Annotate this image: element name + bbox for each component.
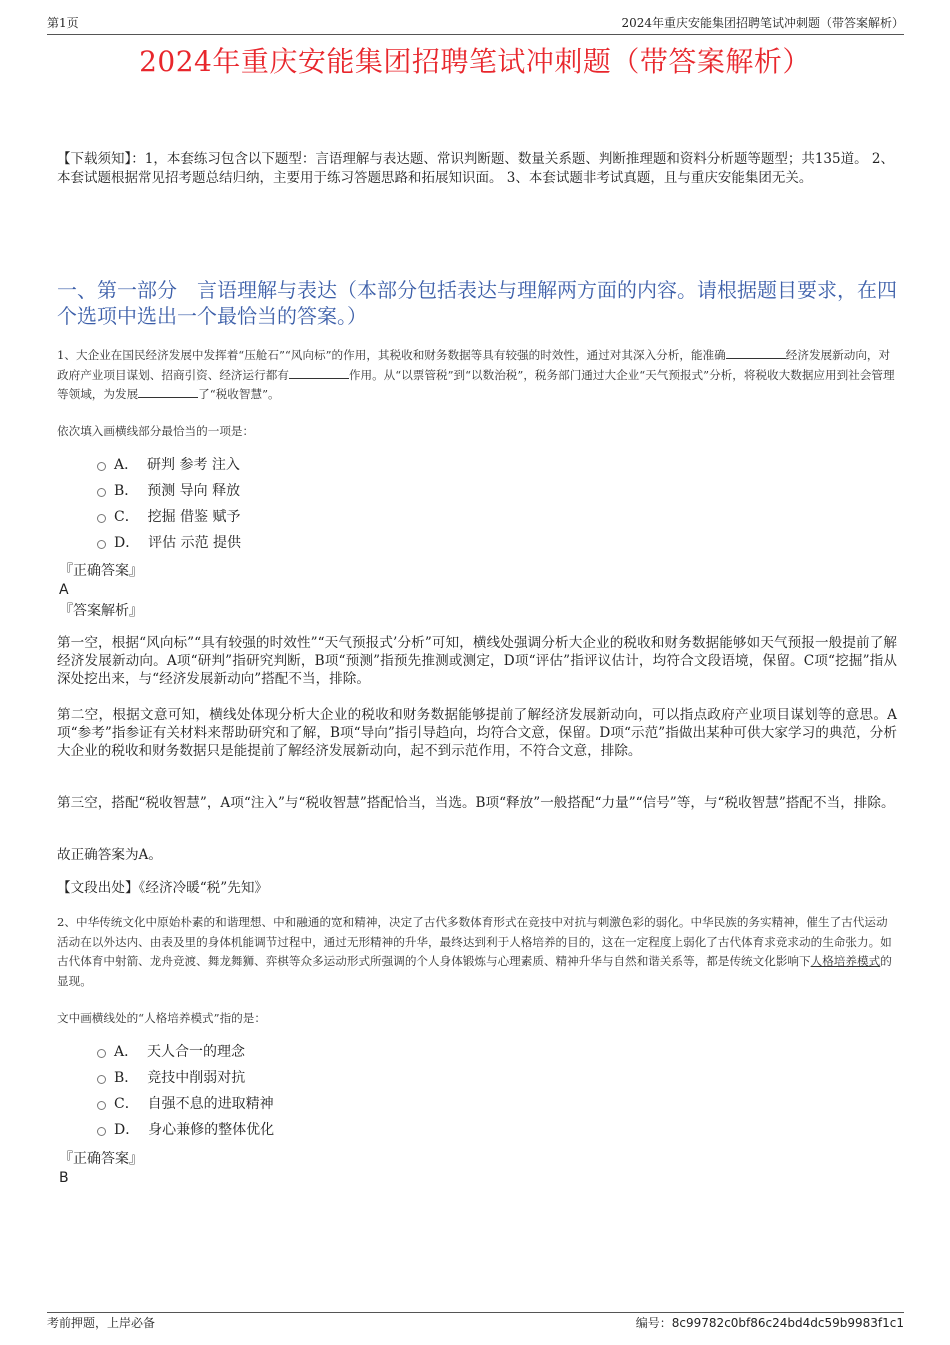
option-b[interactable]: B． 竞技中削弱对抗: [95, 1065, 695, 1091]
question-2-prompt: 文中画横线处的“人格培养模式”指的是：: [57, 1011, 266, 1025]
header-doc-title: 2024年重庆安能集团招聘笔试冲刺题（带答案解析）: [621, 16, 904, 30]
option-c[interactable]: C． 自强不息的进取精神: [95, 1091, 695, 1117]
question-1-stem: 1、大企业在国民经济发展中发挥着“压舱石”“风向标”的作用，其税收和财务数据等具有较强的时效性，通过对其深入分析，能准确 经济发展新动向，对政府产业项目谋划、招商引资、经济运行都有 作用。从“以票管税”到“以数治税”，税务部门通过大企业“天气预报式”分析，将税收大数据应用到社会管理等领域，为发展 了“税收智慧”。: [57, 348, 895, 401]
answer-label: 『正确答案』: [59, 1151, 143, 1167]
question-1-prompt: 依次填入画横线部分最恰当的一项是：: [57, 424, 255, 438]
option-d[interactable]: D． 身心兼修的整体优化: [95, 1117, 695, 1143]
analysis-paragraph-1: 第一空，根据“风向标”“具有较强的时效性”“天气预报式’分析”可知，横线处强调分析大企业的税收和财务数据能够如天气预报一般提前了解经济发展新动向。A项“研判”指研究判断，B项“预测”指预先推测或测定，D项“评估”指评议估计，均符合文段语境，保留。C项“挖掘”指从深处挖出来，与“经济发展新动向”搭配不当，排除。: [57, 635, 897, 687]
option-a[interactable]: A． 天人合一的理念: [95, 1039, 695, 1065]
radio-icon[interactable]: [97, 1127, 106, 1136]
analysis-paragraph-2: 第二空，根据文意可知，横线处体现分析大企业的税收和财务数据能够提前了解经济发展新动向，可以指点政府产业项目谋划等的意思。A项“参考”指参证有关材料来帮助研究和了解，B项“导向”指引导趋向，均符合文意，保留。D项“示范”指做出某种可供大家学习的典范，分析大企业的税收和财务数据只是能提前了解经济发展新动向，起不到示范作用，不符合文意，排除。: [57, 707, 897, 759]
radio-icon[interactable]: [97, 1049, 106, 1058]
document-code: 编号：8c99782c0bf86c24bd4dc59b9983f1c1: [635, 1316, 904, 1330]
option-b[interactable]: B． 预测 导向 释放: [95, 478, 695, 504]
option-c[interactable]: C． 挖掘 借鉴 赋予: [95, 504, 695, 530]
analysis-conclusion: 故正确答案为A。: [57, 847, 162, 863]
footer-slogan: 考前押题，上岸必备: [47, 1316, 156, 1330]
option-a[interactable]: A． 研判 参考 注入: [95, 452, 695, 478]
radio-icon[interactable]: [97, 462, 106, 471]
question-2-stem: 2、中华传统文化中原始朴素的和谐理想、中和融通的宽和精神，决定了古代多数体育形式在竞技中对抗与刺激色彩的弱化。中华民族的务实精神，催生了古代运动活动在以外达内、由表及里的身体机能调节过程中，通过无形精神的升华，最终达到利于人格培养的目的，这在一定程度上弱化了古代体育求竞求动的生命张力。如古代体育中射箭、龙舟竞渡、舞龙舞狮、弈棋等众多运动形式所强调的个人身体锻炼与心理素质、精神升华与自然和谐关系等，都是传统文化影响下人格培养模式的显现。: [57, 915, 892, 988]
page-header: [47, 14, 904, 35]
question-2-options: [95, 1039, 695, 1143]
question-1-options: [95, 452, 695, 556]
option-d[interactable]: D． 评估 示范 提供: [95, 530, 695, 556]
page-title: 2024年重庆安能集团招聘笔试冲刺题（带答案解析）: [139, 45, 811, 78]
radio-icon[interactable]: [97, 1075, 106, 1084]
radio-icon[interactable]: [97, 540, 106, 549]
analysis-paragraph-3: 第三空，搭配“税收智慧”，A项“注入”与“税收智慧”搭配恰当，当选。B项“释放”一般搭配“力量”“信号”等，与“税收智慧”搭配不当，排除。: [57, 795, 895, 811]
underlined-phrase: 人格培养模式: [810, 954, 881, 968]
radio-icon[interactable]: [97, 514, 106, 523]
download-notice: 【下载须知】：1，本套练习包含以下题型：言语理解与表达题、常识判断题、数量关系题、判断推理题和资料分析题等题型；共135道。 2、本套试题根据常见招考题总结归纳，主要用于练习答题思路和拓展知识面。 3、本套试题非考试真题，且与重庆安能集团无关。: [57, 151, 894, 186]
answer-value: A: [59, 582, 69, 598]
answer-label: 『正确答案』: [59, 563, 143, 579]
source-citation: 【文段出处】《经济冷暖“税”先知》: [57, 880, 269, 896]
answer-value: B: [59, 1170, 69, 1186]
blank-3: [138, 385, 198, 398]
blank-1: [726, 346, 786, 359]
radio-icon[interactable]: [97, 488, 106, 497]
page-footer: [47, 1312, 904, 1333]
blank-2: [289, 366, 349, 379]
analysis-label: 『答案解析』: [59, 603, 143, 619]
radio-icon[interactable]: [97, 1101, 106, 1110]
page-number: 第1页: [47, 16, 79, 30]
section-heading: 一、第一部分 言语理解与表达（本部分包括表达与理解两方面的内容。请根据题目要求，在四个选项中选出一个最恰当的答案。）: [57, 278, 897, 328]
